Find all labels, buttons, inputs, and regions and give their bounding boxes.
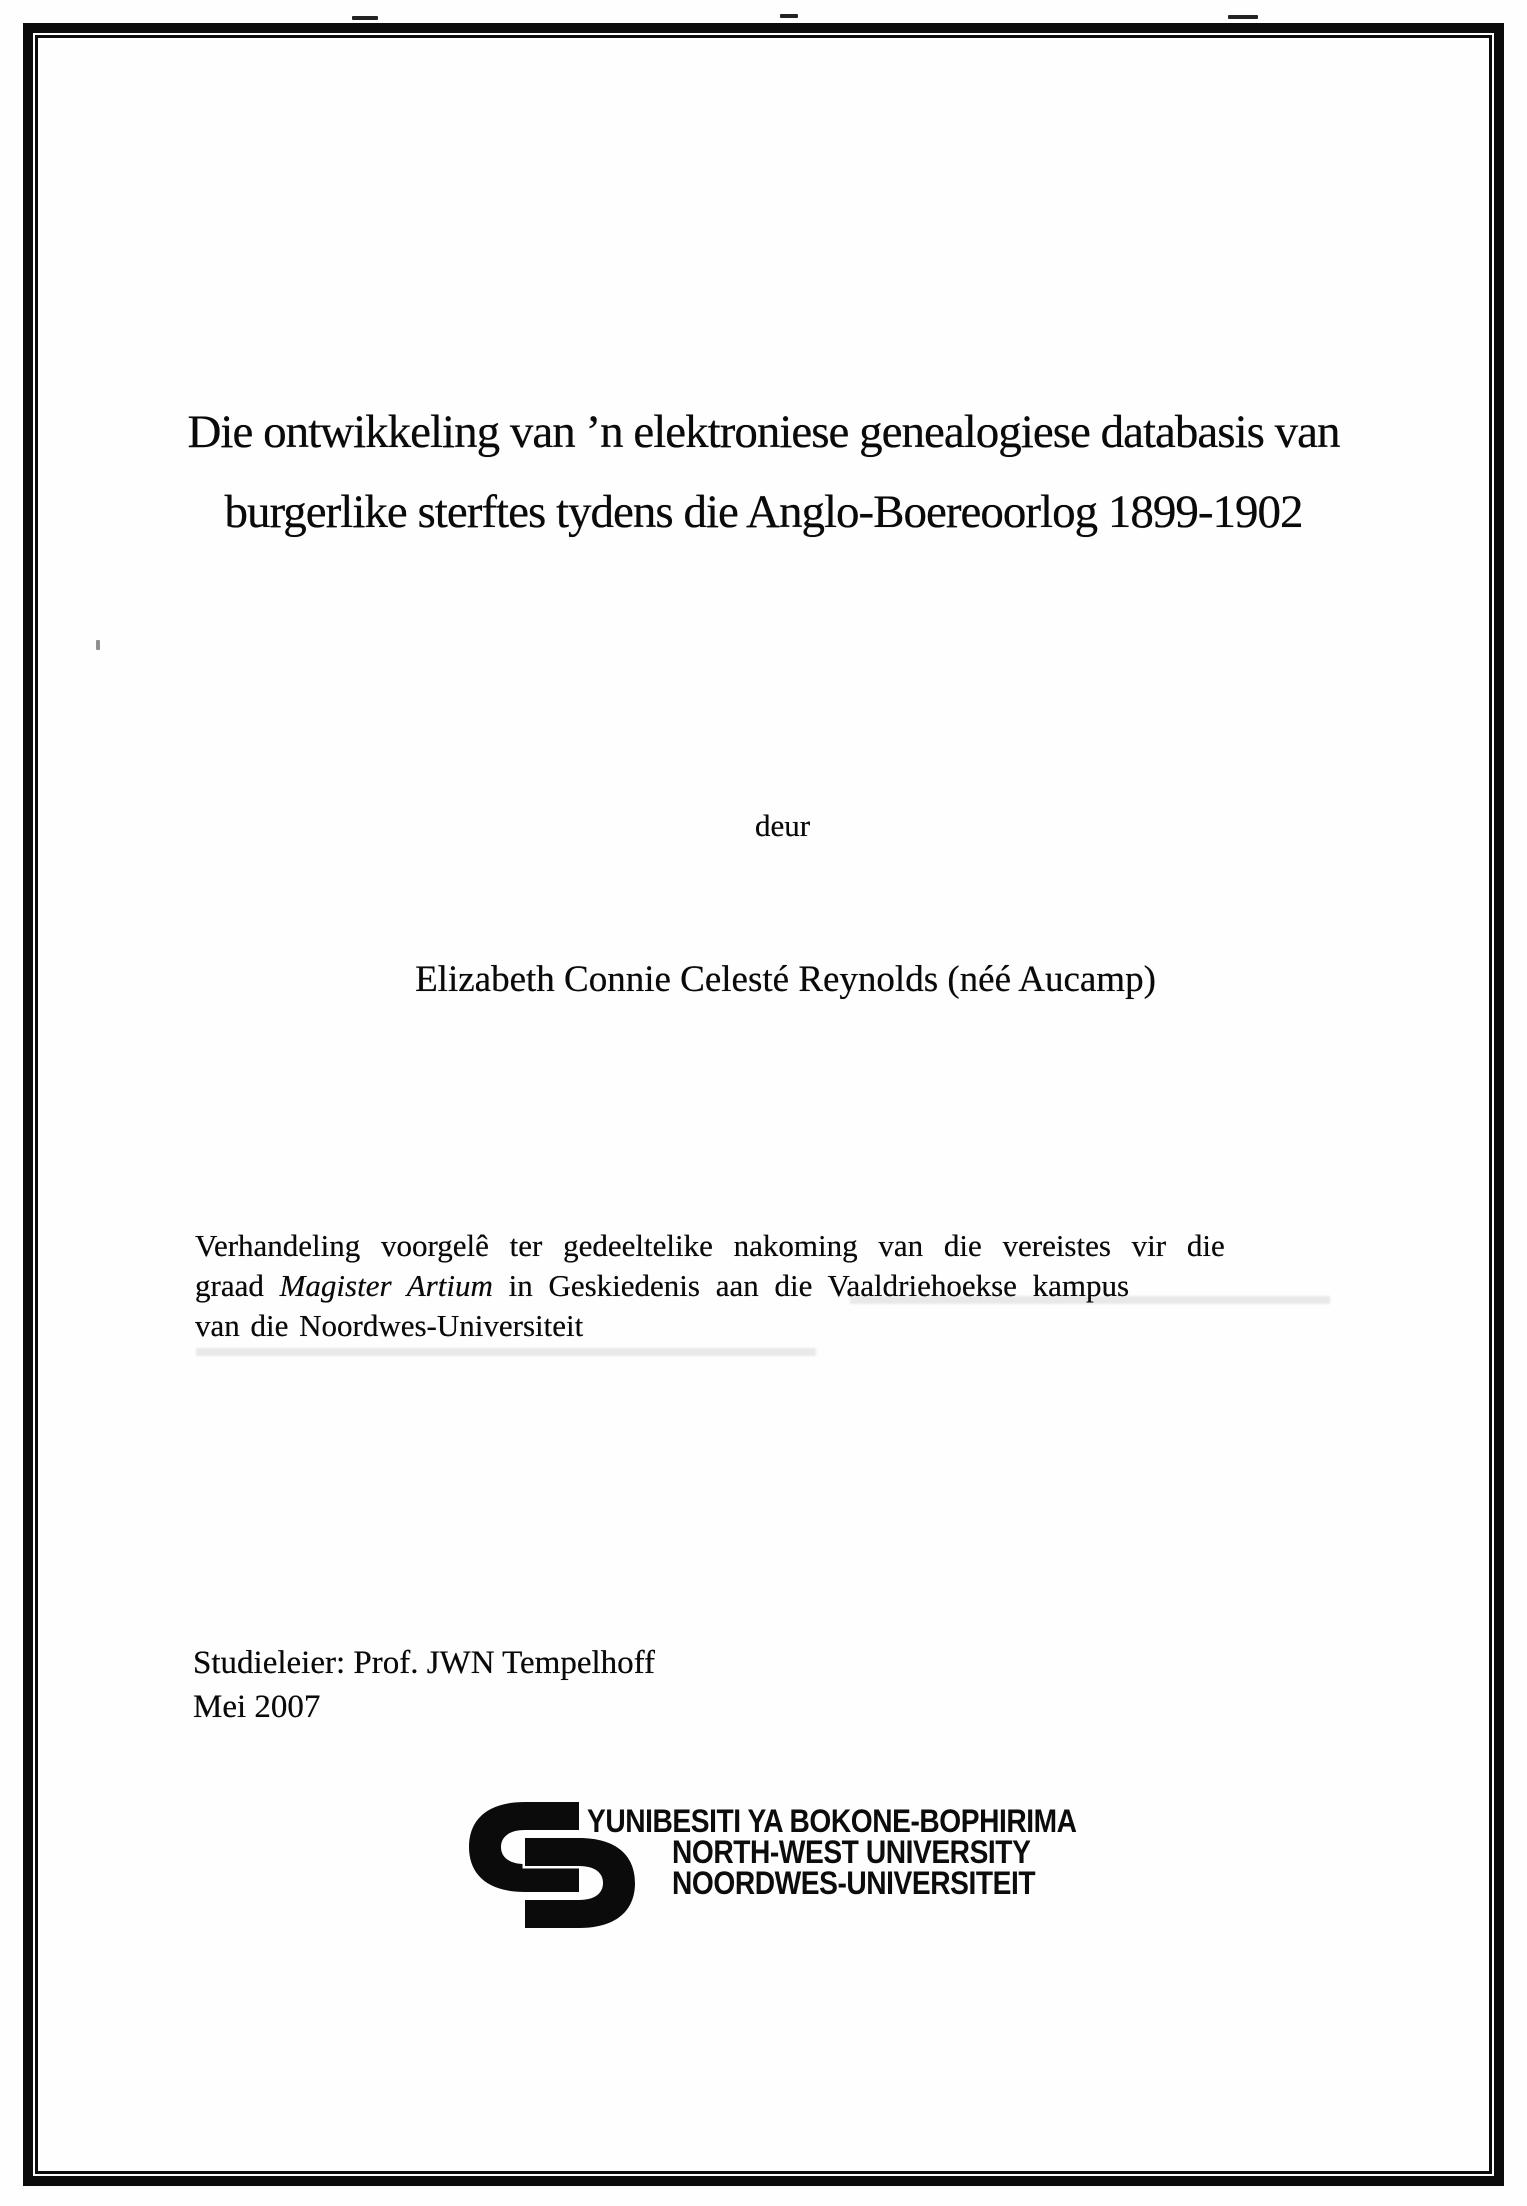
logo-text-setswana: YUNIBESITI YA BOKONE-BOPHIRIMA	[587, 1803, 1077, 1839]
degree-statement-line2	[195, 1266, 1355, 1306]
degree-name-italic: Magister Artium	[279, 1268, 493, 1303]
university-logo	[467, 1798, 1107, 1938]
date-line: Mei 2007	[193, 1689, 321, 1725]
logo-text-english: NORTH-WEST UNIVERSITY	[672, 1834, 1031, 1870]
scan-artifact	[96, 640, 100, 650]
byline-label: deur	[754, 808, 811, 843]
degree-statement	[195, 1226, 1355, 1346]
scan-artifact	[1228, 15, 1258, 19]
degree-text: graad	[195, 1268, 280, 1303]
degree-statement-line1: Verhandeling voorgelê ter gedeeltelike nakoming van die vereistes vir die	[195, 1228, 1225, 1263]
thesis-title	[90, 392, 1437, 552]
supervisor-block	[193, 1641, 655, 1729]
scan-artifact	[352, 16, 378, 20]
scan-artifact	[780, 14, 798, 18]
degree-text: in Geskiedenis aan die Vaaldriehoekse kampus	[492, 1268, 1130, 1303]
author-name: Elizabeth Connie Celesté Reynolds (néé Aucamp)	[415, 959, 1156, 1000]
thesis-title-line2: burgerlike sterftes tydens die Anglo-Boereoorlog 1899-1902	[224, 486, 1303, 538]
supervisor-line: Studieleier: Prof. JWN Tempelhoff	[193, 1645, 656, 1681]
logo-text-afrikaans: NOORDWES-UNIVERSITEIT	[672, 1865, 1036, 1901]
thesis-title-line1: Die ontwikkeling van ’n elektroniese genealogiese databasis van	[187, 406, 1340, 458]
scan-artifact	[196, 1348, 816, 1356]
degree-statement-line3: van die Noordwes-Universiteit	[195, 1308, 584, 1343]
